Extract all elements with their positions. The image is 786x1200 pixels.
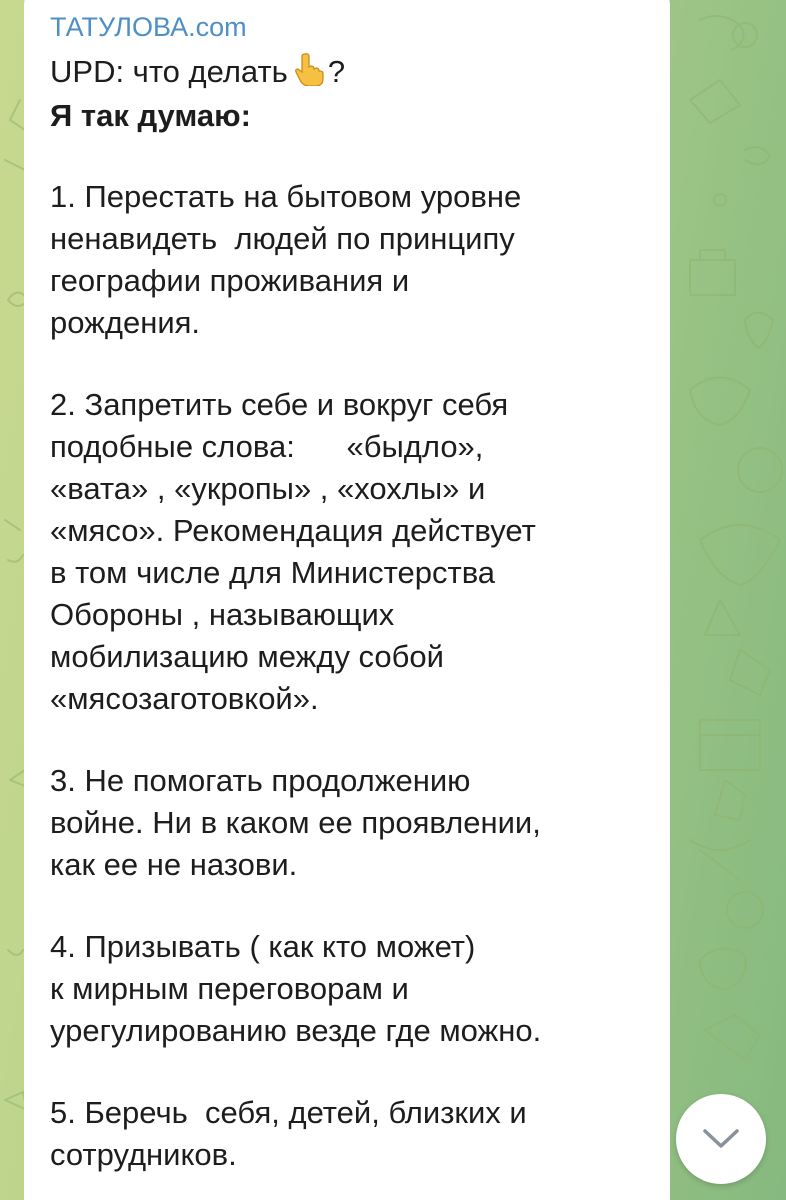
message-line: «мясозаготовкой». (50, 681, 319, 716)
message-line: рождения. (50, 305, 201, 340)
message-line: войне. Ни в каком ее проявлении, (50, 805, 541, 840)
message-line: Обороны , называющих (50, 597, 395, 632)
message-line: 5. Беречь себя, детей, близких и (50, 1095, 527, 1130)
message-line: к мирным переговорам и (50, 971, 409, 1006)
sender-name[interactable]: ТАТУЛОВА.com (50, 12, 247, 42)
message-line: сотрудников. (50, 1137, 237, 1172)
pointing-up-hand-icon (294, 52, 324, 96)
message-line: подобные слова: «быдло», (50, 429, 484, 464)
message-line-question: ? (327, 54, 346, 90)
message-line: «вата» , «укропы» , «хохлы» и (50, 471, 486, 506)
message-line-bold-heading: Я так думаю: (50, 98, 251, 133)
message-line: 2. Запретить себе и вокруг себя (50, 387, 509, 422)
scroll-to-bottom-button[interactable] (676, 1094, 766, 1184)
message-line: урегулированию везде где можно. (50, 1013, 542, 1048)
message-line: мобилизацию между собой (50, 639, 444, 674)
message-line: 3. Не помогать продолжению (50, 763, 471, 798)
message-line: 1. Перестать на бытовом уровне (50, 179, 522, 214)
message-line: ненавидеть людей по принципу (50, 221, 515, 256)
message-line-upd (50, 52, 345, 96)
message-line: как ее не назови. (50, 847, 298, 882)
chevron-down-icon (701, 1127, 741, 1151)
message-line-text: UPD: что делать (50, 54, 288, 90)
message-line: 4. Призывать ( как кто может) (50, 929, 476, 964)
message-line: «мясо». Рекомендация действует (50, 513, 536, 548)
message-line: в том числе для Министерства (50, 555, 496, 590)
message-line: географии проживания и (50, 263, 410, 298)
